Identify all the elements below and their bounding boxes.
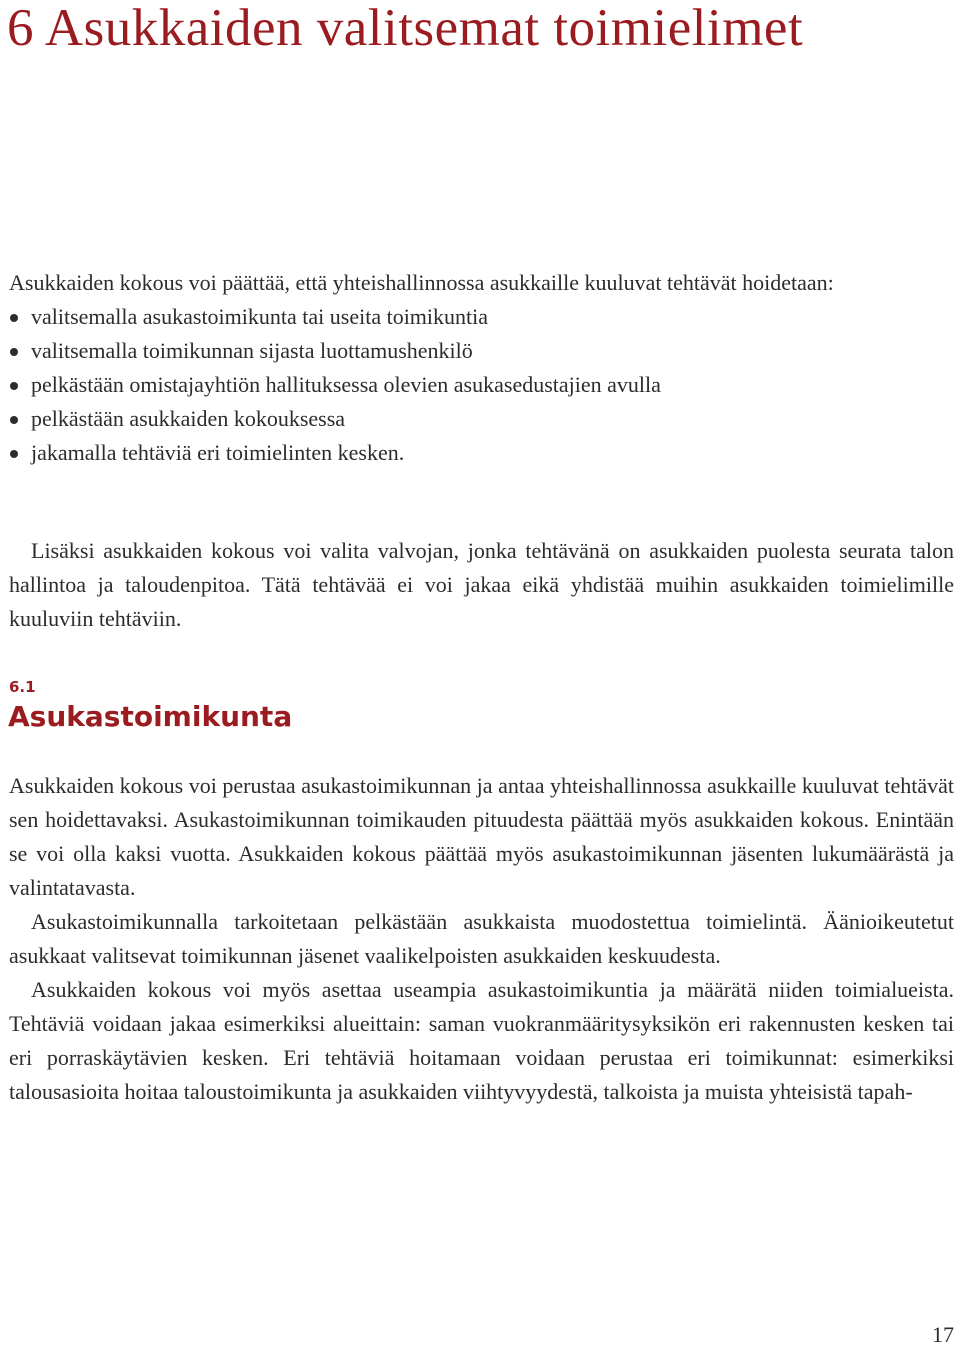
list-item bbox=[9, 300, 954, 334]
list-item bbox=[9, 436, 954, 470]
bullet-icon bbox=[10, 382, 18, 390]
section-paragraph: Asukkaiden kokous voi myös asettaa useampia asukastoimikuntia ja määrätä niiden toimialueista. Tehtäviä voidaan jakaa esimerkiksi alueittain: saman vuokranmääritysyksikön eri rakennusten kesken tai eri porraskäytävien kesken. Eri tehtäviä hoitamaan voidaan perustaa eri toimikunnat: esimerkiksi talousasioita hoitaa taloustoimikunta ja asukkaiden viihtyvyydestä, talkoista ja muista yhteisistä tapah- bbox=[9, 977, 954, 1104]
chapter-title: 6 Asukkaiden valitsemat toimielimet bbox=[7, 0, 804, 57]
section-paragraph: Asukkaiden kokous voi perustaa asukastoimikunnan ja antaa yhteishallinnossa asukkaille kuuluvat tehtävät sen hoidettavaksi. Asukastoimikunnan toimikauden pituudesta päättää myös asukkaiden kokous. Enintään se voi olla kaksi vuotta. Asukkaiden kokous päättää myös asukastoimikunnan jäsenten lukumäärästä ja valintatavasta. bbox=[9, 773, 954, 900]
page-number: 17 bbox=[932, 1322, 954, 1347]
section-paragraph: Asukastoimikunnalla tarkoitetaan pelkästään asukkaista muodostettua toimielintä. Äänioikeutetut asukkaat valitsevat toimikunnan jäsenet vaalikelpoisten asukkaiden keskuudesta. bbox=[9, 909, 954, 968]
bullet-icon bbox=[10, 348, 18, 356]
list-item-text: pelkästään omistajayhtiön hallituksessa olevien asukasedustajien avulla bbox=[31, 372, 661, 397]
bullet-icon bbox=[10, 314, 18, 322]
list-item bbox=[9, 402, 954, 436]
list-item bbox=[9, 334, 954, 368]
option-list bbox=[9, 300, 954, 470]
list-item-text: valitsemalla toimikunnan sijasta luottamushenkilö bbox=[31, 338, 473, 363]
bullet-icon bbox=[10, 416, 18, 424]
section-body bbox=[9, 769, 954, 1109]
intro-block bbox=[9, 266, 954, 470]
supervisor-paragraph: Lisäksi asukkaiden kokous voi valita valvojan, jonka tehtävänä on asukkaiden puolesta seurata talon hallintoa ja taloudenpitoa. Tätä tehtävää ei voi jakaa eikä yhdistää muihin asukkaiden toimielimille kuuluviin tehtäviin. bbox=[9, 538, 954, 631]
section-title: Asukastoimikunta bbox=[8, 700, 293, 733]
bullet-icon bbox=[10, 450, 18, 458]
intro-lead: Asukkaiden kokous voi päättää, että yhteishallinnossa asukkaille kuuluvat tehtävät hoidetaan: bbox=[9, 270, 834, 295]
list-item-text: pelkästään asukkaiden kokouksessa bbox=[31, 406, 346, 431]
section-number: 6.1 bbox=[9, 678, 36, 696]
list-item bbox=[9, 368, 954, 402]
list-item-text: jakamalla tehtäviä eri toimielinten kesken. bbox=[31, 440, 405, 465]
list-item-text: valitsemalla asukastoimikunta tai useita toimikuntia bbox=[31, 304, 489, 329]
